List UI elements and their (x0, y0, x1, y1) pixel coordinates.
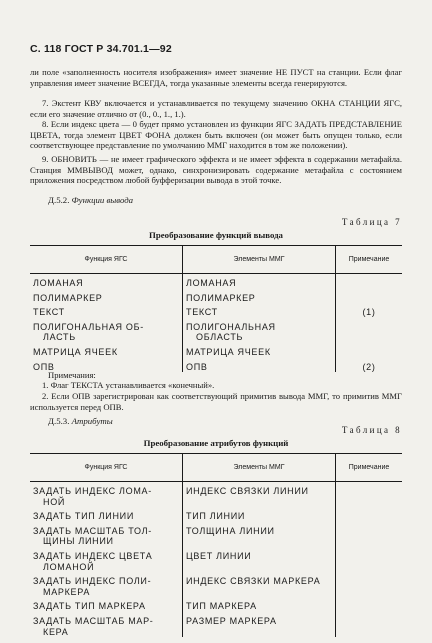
table-header-row (30, 246, 402, 274)
paragraph-8: 8. Если индекс цвета — 0 будет прямо установлен из функции ЯГС ЗАДАТЬ ПРЕДСТАВЛЕНИЕ ЦВЕТА, тогда элемент ЦВЕТ ФОНА должен быть включен (он может быть опущен только, если соответствующее представление по умолчанию ММГ находится в том же положении). (30, 119, 402, 151)
gks-cell (30, 482, 183, 508)
cell-line: ЗАДАТЬ ИНДЕКС ЛОМА- (33, 486, 152, 496)
note-cell (336, 597, 403, 612)
cell-line: ИНДЕКС СВЯЗКИ ЛИНИИ (186, 486, 309, 496)
cell-line: ТИП ЛИНИИ (186, 511, 246, 522)
mmg-cell (183, 572, 336, 597)
column-header: Функция ЯГС (30, 246, 183, 274)
gks-cell (30, 572, 183, 597)
cell-line: ОПВ (186, 361, 208, 372)
table-row (30, 507, 402, 522)
table8-title: Преобразование атрибутов функций (143, 438, 289, 448)
gks-cell (30, 612, 183, 637)
table-row (30, 522, 402, 547)
mmg-cell (183, 547, 336, 572)
gks-cell (30, 343, 183, 358)
gks-cell (30, 522, 183, 547)
note-cell (336, 318, 403, 343)
cell-line: КЕРА (43, 626, 69, 637)
table-row (30, 597, 402, 612)
note-cell (336, 343, 403, 358)
notes-heading: Примечания: (48, 370, 96, 380)
mmg-cell (183, 482, 336, 508)
mmg-cell (183, 343, 336, 358)
cell-line: ЦВЕТ ЛИНИИ (186, 550, 252, 561)
paragraph-9: 9. ОБНОВИТЬ — не имеет графического эффекта и не имеет эффекта в содержании метафайла. Станция ММВЫВОД может, однако, синхронизировать содержание метафайла с состоянием приложения посредством любой буфферизации вывода в этой точке. (30, 154, 402, 186)
cell-line: ЩИНЫ ЛИНИИ (43, 536, 114, 547)
note-cell: (2) (336, 358, 403, 373)
gks-cell (30, 303, 183, 318)
table-row (30, 318, 402, 343)
table-row (30, 547, 402, 572)
table7-title: Преобразование функций вывода (149, 230, 283, 240)
table-row (30, 289, 402, 304)
mmg-cell (183, 507, 336, 522)
column-header: Функция ЯГС (30, 454, 183, 482)
cell-line: ЗАДАТЬ ТИП ЛИНИИ (33, 511, 134, 522)
section-title: Атрибуты (71, 416, 113, 426)
section-number: Д.5.3. (48, 416, 70, 426)
note-cell: (1) (336, 303, 403, 318)
note-cell (336, 612, 403, 637)
cell-line: ТИП МАРКЕРА (186, 601, 257, 612)
note-cell (336, 482, 403, 508)
cell-line: ЗАДАТЬ МАСШТАБ ТОЛ- (33, 525, 152, 536)
note-1: 1. Флаг ТЕКСТА устанавливается «конечный». (42, 380, 215, 390)
table7 (30, 245, 402, 372)
cell-line: ОПВ (33, 361, 55, 372)
cell-line: ЗАДАТЬ ИНДЕКС ПОЛИ- (33, 576, 152, 587)
section-title: Функции вывода (71, 195, 134, 205)
cell-line: ИНДЕКС СВЯЗКИ МАРКЕРА (186, 576, 321, 587)
cell-line: МАТРИЦА ЯЧЕЕК (186, 346, 271, 357)
cell-line: ЛОМАНАЯ (33, 278, 84, 288)
mmg-cell (183, 303, 336, 318)
cell-line: ТЕКСТ (186, 307, 218, 318)
mmg-cell (183, 274, 336, 289)
note-cell (336, 522, 403, 547)
gks-cell (30, 289, 183, 304)
gks-cell (30, 318, 183, 343)
cell-line: ЗАДАТЬ МАСШТАБ МАР- (33, 615, 154, 626)
cell-line: ЛОМАНОЙ (43, 561, 95, 572)
paragraph-continuation: ли поле «заполненность носителя изображения» имеет значение НЕ ПУСТ на станции. Если флаг управления имеет значение ВСЕГДА, тогда указанные элементы всегда генерируются. (30, 67, 402, 88)
cell-line: ЗАДАТЬ ТИП МАРКЕРА (33, 601, 146, 612)
table-row (30, 572, 402, 597)
section-heading-d52 (48, 195, 133, 205)
table8-label: Таблица 8 (341, 425, 402, 435)
section-heading-d53 (48, 416, 113, 426)
note-2: 2. Если ОПВ зарегистрирован как соответствующий примитив вывода ММГ, то примитив ММГ используется перед ОПВ. (30, 391, 402, 412)
cell-line: ОБЛАСТЬ (196, 332, 244, 343)
column-header: Элементы ММГ (183, 454, 336, 482)
column-header: Примечание (336, 454, 403, 482)
cell-line: МАТРИЦА ЯЧЕЕК (33, 346, 118, 357)
table-header-row (30, 454, 402, 482)
cell-line: ПОЛИМАРКЕР (186, 292, 256, 303)
page-header: С. 118 ГОСТ Р 34.701.1—92 (30, 43, 172, 55)
table8 (30, 453, 402, 637)
cell-line: ТЕКСТ (33, 307, 65, 318)
cell-line: ТОЛЩИНА ЛИНИИ (186, 525, 275, 536)
cell-line: ЛОМАНАЯ (186, 278, 237, 288)
cell-line: ПОЛИГОНАЛЬНАЯ (186, 321, 276, 332)
table-row (30, 274, 402, 289)
mmg-cell (183, 597, 336, 612)
note-cell (336, 572, 403, 597)
mmg-cell (183, 522, 336, 547)
table-row (30, 343, 402, 358)
note-cell (336, 507, 403, 522)
gks-cell (30, 547, 183, 572)
cell-line: РАЗМЕР МАРКЕРА (186, 615, 277, 626)
mmg-cell (183, 318, 336, 343)
table8-body (30, 482, 402, 638)
mmg-cell (183, 289, 336, 304)
gks-cell (30, 507, 183, 522)
table-row (30, 303, 402, 318)
column-header: Элементы ММГ (183, 246, 336, 274)
note-cell (336, 289, 403, 304)
note-cell (336, 274, 403, 289)
note-cell (336, 547, 403, 572)
table-row (30, 482, 402, 508)
table7-label: Таблица 7 (341, 217, 402, 227)
gks-cell (30, 274, 183, 289)
cell-line: ПОЛИМАРКЕР (33, 292, 103, 303)
cell-line: ЛАСТЬ (43, 332, 76, 343)
cell-line: ЗАДАТЬ ИНДЕКС ЦВЕТА (33, 550, 153, 561)
cell-line: НОЙ (43, 496, 66, 507)
column-header: Примечание (336, 246, 403, 274)
cell-line: МАРКЕРА (43, 586, 91, 597)
paragraph-7: 7. Экстент КВУ включается и устанавливается по текущему значению ОКНА СТАНЦИИ ЯГС, если его значение отлично от (0., 0., 1., 1.). (30, 98, 402, 119)
table7-body (30, 274, 402, 373)
table-row (30, 612, 402, 637)
section-number: Д.5.2. (48, 195, 70, 205)
gks-cell (30, 597, 183, 612)
cell-line: ПОЛИГОНАЛЬНАЯ ОБ- (33, 321, 144, 332)
mmg-cell (183, 612, 336, 637)
